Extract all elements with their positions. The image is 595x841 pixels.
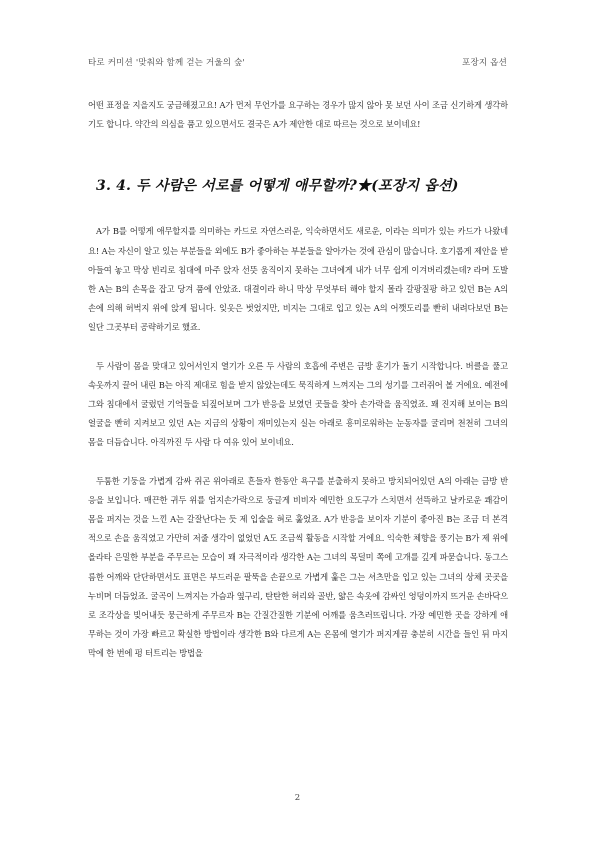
- header-section-label: 포장지 옵션: [462, 58, 507, 68]
- page-body: [88, 96, 508, 664]
- intro-paragraph: 어떤 표정을 지을지도 궁금해졌고요! A가 먼저 무언가를 요구하는 경우가 많지 않아 못 보던 사이 조금 신기하게 생각하기도 합니다. 약간의 의심을 품고 있으면서도 결국은 A가 제안한 대로 따르는 것으로 보이네요!: [88, 100, 508, 130]
- page-header: [88, 56, 507, 70]
- section-title: 3. 4. 두 사람은 서로를 어떻게 애무할까?★(포장지 옵션): [96, 178, 459, 195]
- body-paragraph: A가 B를 어떻게 애무할지를 의미하는 카드로 자연스러운, 익숙하면서도 새로운, 이라는 의미가 있는 카드가 나왔네요! A는 자신이 알고 있는 부분들을 외에도 B가 좋아하는 부분들을 알아가는 것에 관심이 많습니다. 호기롭게 제안을 받아들여 놓고 막상 빈리로 침대에 마주 앉자 선뜻 움직이지 못하는 그녀에게 내가 너무 쉽게 이겨버리겠는데? 라며 도발한 A는 B의 손목을 잡고 당겨 품에 안았죠. 대결이라 하니 막상 무엇부터 해야 할지 몰라 갈팡질팡 하고 있던 B는 A의 손에 의해 허벅지 위에 앉게 됩니다. 잊옷은 벗었지만, 비지는 그대로 입고 있는 A의 어깻도리를 빤히 내려다보던 B는 일단 그곳부터 공략하기로 했죠.: [88, 226, 508, 333]
- section-heading: [88, 176, 508, 196]
- body-paragraph: 두 사람이 몸을 맞대고 있어서인지 열기가 오른 두 사람의 호흡에 주변은 금방 훈기가 돌기 시작합니다. 버클을 풀고 속옷까지 끌어 내린 B는 아직 제대로 힘을 받지 않았는데도 묵직하게 느껴지는 그의 성기를 그러쥐어 볼 거에요. 예전에 그와 침대에서 굴렀던 기억들을 되짚어보며 그가 반응을 보였던 곳들을 찾아 손가락을 움직였죠. 꽤 진지해 보이는 B의 얼굴을 빤히 지켜보고 있던 A는 지금의 상황이 재미있는지 실는 아래로 흥미로워하는 눈동자를 굴리며 천천히 그녀의 몸을 더듬습니다. 아직까진 두 사람 다 여유 있어 보이네요.: [88, 360, 508, 448]
- page-number: 2: [294, 793, 301, 803]
- header-title: 타로 커미션 '맞춰와 함께 걷는 거울의 숲': [88, 58, 246, 68]
- paragraph-gap: [88, 338, 508, 357]
- body-paragraph: 두툼한 기둥을 가볍게 감싸 쥐곤 위아래로 흔들자 한동안 욕구를 분출하지 못하고 방치되어있던 A의 아래는 금방 반응을 보입니다. 매끈한 귀두 위를 엄지손가락으로 둥글게 비비자 예민한 요도구가 스치면서 선뜩하고 날카로운 쾌감이 몸을 퍼지는 것을 느낀 A는 갈잘난다는 듯 제 입술을 혀로 훑었죠. A가 반응을 보이자 기분이 좋아진 B는 조금 더 본격적으로 손을 움직였고 가만히 저줄 생각이 없었던 A도 조금씩 활동을 시작할 거에요. 익숙한 체향을 풍기는 B가 제 위에 올라타 은밀한 부분을 주무르는 모습이 꽤 자극적이라 생각한 A는 그녀의 목덜미 쪽에 고개를 깊게 파묻습니다. 동그스름한 어깨와 단단하면서도 표면은 부드러운 팔뚝을 손끝으로 가볍게 훑은 그는 셔츠만을 입고 있는 그녀의 상체 곳곳을 누비며 더듬었죠. 굴곡이 느껴지는 가슴과 옆구리, 탄탄한 허리와 골반, 얇은 속옷에 감싸인 엉덩이까지 뜨거운 손바닥으로 조각상을 빚어내듯 뭉근하게 주무르자 B는 간질간질한 기분에 어깨를 움츠러뜨립니다. 가장 예민한 곳을 강하게 애무하는 것이 가장 빠르고 확실한 방법이라 생각한 B와 다르게 A는 온몸에 열기가 퍼지게끔 충분히 시간을 들인 뒤 마지막에 한 번에 펑 터트리는 방법을: [88, 475, 508, 659]
- paragraph-gap: [88, 453, 508, 472]
